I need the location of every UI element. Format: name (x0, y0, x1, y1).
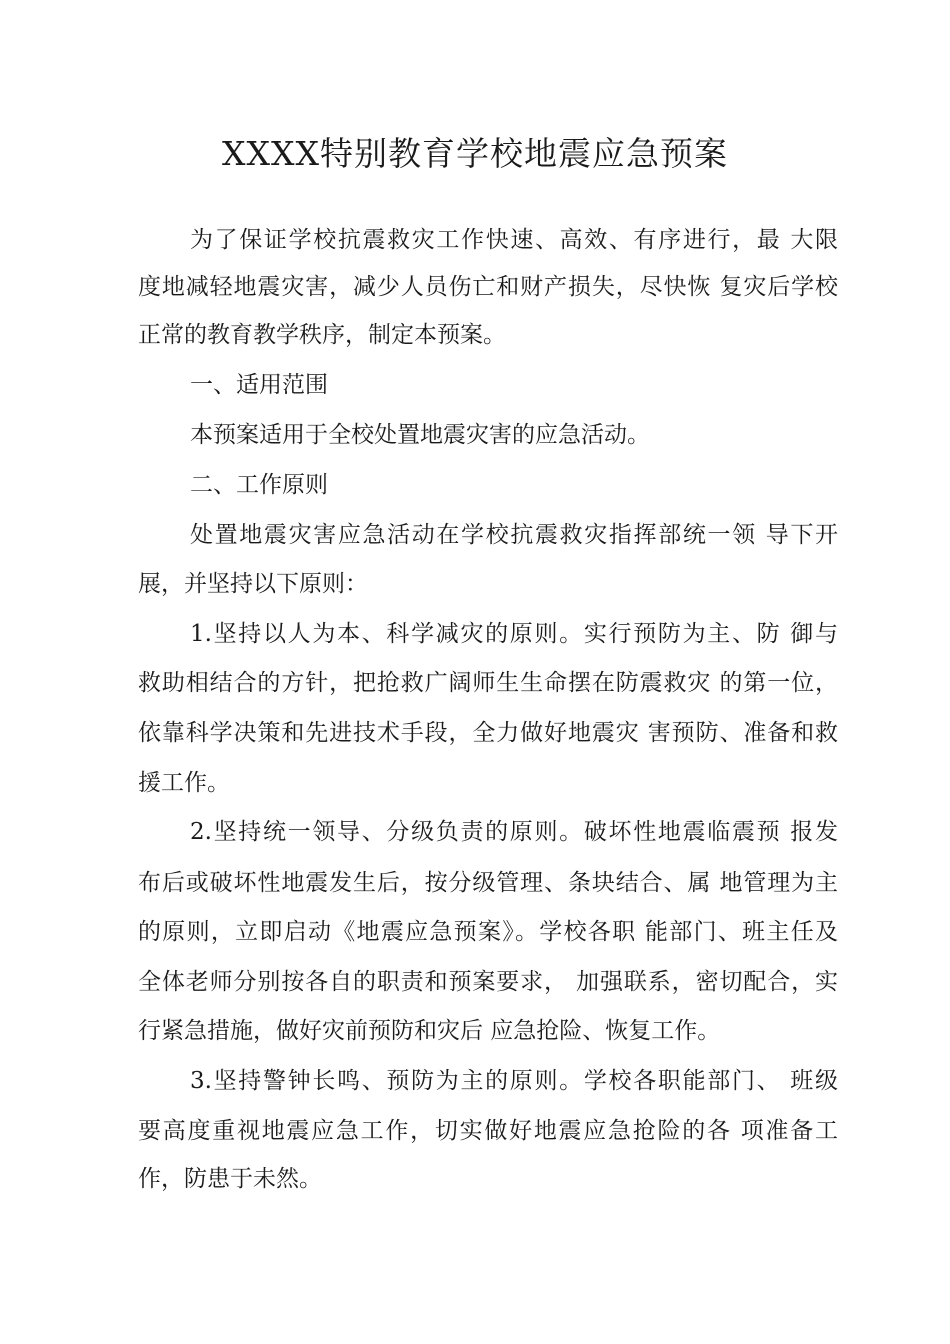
paragraph-line: 行紧急措施，做好灾前预防和灾后 应急抢险、恢复工作。 (138, 1018, 721, 1044)
paragraph-line: 布后或破坏性地震发生后，按分级管理、条块结合、属 地管理为主 (138, 870, 838, 896)
paragraph-line: 的原则，立即启动《地震应急预案》。学校各职 能部门、班主任及 (138, 919, 838, 945)
paragraph-line: 度地减轻地震灾害，减少人员伤亡和财产损失，尽快恢 复灾后学校 (138, 274, 838, 300)
paragraph-line: 为了保证学校抗震救灾工作快速、高效、有序进行，最 大限 (190, 227, 838, 253)
paragraph-line: 依靠科学决策和先进技术手段，全力做好地震灾 害预防、准备和救 (138, 720, 838, 746)
section-heading: 一、适用范围 (190, 372, 328, 398)
paragraph-line: 要高度重视地震应急工作，切实做好地震应急抢险的各 项准备工 (138, 1118, 838, 1144)
paragraph-line: 3.坚持警钟长鸣、预防为主的原则。学校各职能部门、 班级 (190, 1068, 838, 1094)
paragraph-line: 援工作。 (138, 770, 230, 796)
paragraph-line: 2.坚持统一领导、分级负责的原则。破坏性地震临震预 报发 (190, 819, 838, 845)
paragraph-line: 本预案适用于全校处置地震灾害的应急活动。 (190, 422, 650, 448)
paragraph-line: 展，并坚持以下原则： (138, 571, 368, 597)
document-title: XXXX特别教育学校地震应急预案 (222, 134, 728, 173)
paragraph-line: 处置地震灾害应急活动在学校抗震救灾指挥部统一领 导下开 (190, 522, 838, 548)
paragraph-line: 1.坚持以人为本、科学减灾的原则。实行预防为主、防 御与 (190, 621, 838, 647)
section-heading: 二、工作原则 (190, 472, 328, 498)
paragraph-line: 正常的教育教学秩序，制定本预案。 (138, 322, 506, 348)
paragraph-line: 作，防患于未然。 (138, 1166, 322, 1192)
paragraph-line: 救助相结合的方针，把抢救广阔师生生命摆在防震救灾 的第一位， (138, 670, 838, 696)
paragraph-line: 全体老师分别按各自的职责和预案要求， 加强联系，密切配合，实 (138, 969, 838, 995)
